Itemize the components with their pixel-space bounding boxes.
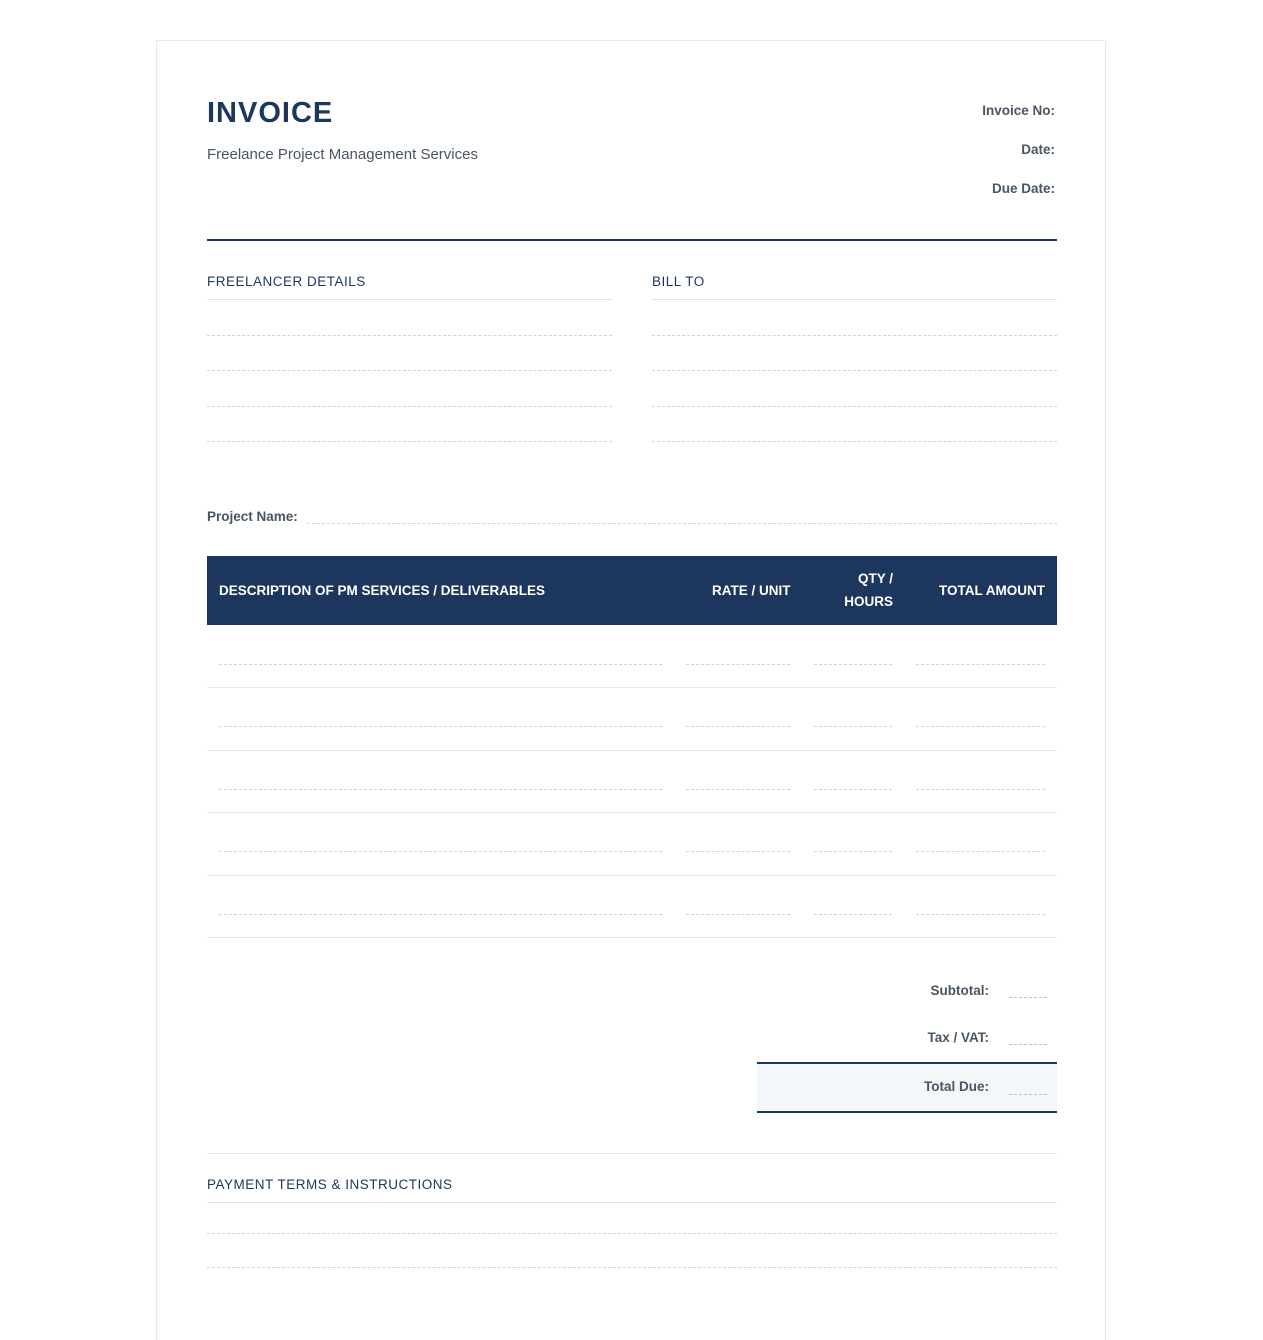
total-cell[interactable] [916, 664, 1045, 665]
freelancer-details-label: FREELANCER DETAILS [207, 274, 366, 289]
col-qty-header-line1: QTY / [857, 571, 893, 586]
bill-to-line[interactable] [652, 406, 1057, 407]
payment-terms-underline [207, 1202, 1057, 1203]
rate-cell[interactable] [686, 664, 790, 665]
rate-cell[interactable] [686, 851, 790, 852]
qty-cell[interactable] [814, 914, 892, 915]
col-total-header: TOTAL AMOUNT [939, 583, 1045, 598]
bill-to-line[interactable] [652, 370, 1057, 371]
project-name-field[interactable] [307, 523, 1057, 524]
row-divider [207, 812, 1057, 813]
invoice-sheet [156, 40, 1106, 1340]
row-divider [207, 687, 1057, 688]
col-qty-header-line2: HOURS [844, 594, 893, 609]
rate-cell[interactable] [686, 789, 790, 790]
col-description-header: DESCRIPTION OF PM SERVICES / DELIVERABLES [219, 583, 546, 598]
tax-label: Tax / VAT: [927, 1030, 989, 1045]
header-divider [207, 239, 1057, 241]
rate-cell[interactable] [686, 726, 790, 727]
qty-cell[interactable] [814, 726, 892, 727]
row-divider [207, 750, 1057, 751]
total-due-value[interactable] [1009, 1094, 1047, 1095]
col-rate-header: RATE / UNIT [712, 583, 791, 598]
payment-line[interactable] [207, 1233, 1057, 1234]
row-divider [207, 875, 1057, 876]
row-divider [207, 937, 1057, 938]
bill-to-line[interactable] [652, 441, 1057, 442]
bill-to-label: BILL TO [652, 274, 705, 289]
rate-cell[interactable] [686, 914, 790, 915]
services-table-header [207, 556, 1057, 625]
qty-cell[interactable] [814, 664, 892, 665]
description-cell[interactable] [219, 789, 662, 790]
total-due-box [757, 1062, 1057, 1113]
freelancer-line[interactable] [207, 335, 612, 336]
col-qty-header [817, 567, 893, 613]
payment-terms-label: PAYMENT TERMS & INSTRUCTIONS [207, 1177, 453, 1192]
total-cell[interactable] [916, 914, 1045, 915]
subtotal-value[interactable] [1009, 997, 1047, 998]
description-cell[interactable] [219, 664, 662, 665]
tax-value[interactable] [1009, 1044, 1047, 1045]
description-cell[interactable] [219, 726, 662, 727]
subtotal-label: Subtotal: [930, 983, 989, 998]
freelancer-line[interactable] [207, 370, 612, 371]
invoice-subtitle: Freelance Project Management Services [207, 146, 478, 163]
invoice-no-label: Invoice No: [982, 103, 1055, 118]
total-cell[interactable] [916, 726, 1045, 727]
total-cell[interactable] [916, 789, 1045, 790]
project-name-label: Project Name: [207, 509, 298, 524]
qty-cell[interactable] [814, 789, 892, 790]
qty-cell[interactable] [814, 851, 892, 852]
bill-to-underline [652, 299, 1057, 300]
due-date-label: Due Date: [991, 181, 1055, 196]
freelancer-line[interactable] [207, 441, 612, 442]
payment-top-divider [207, 1153, 1057, 1154]
freelancer-line[interactable] [207, 406, 612, 407]
payment-line[interactable] [207, 1267, 1057, 1268]
invoice-title: INVOICE [207, 97, 334, 129]
total-cell[interactable] [916, 851, 1045, 852]
date-label: Date: [1021, 142, 1055, 157]
description-cell[interactable] [219, 914, 662, 915]
total-due-label: Total Due: [924, 1079, 989, 1094]
bill-to-line[interactable] [652, 335, 1057, 336]
freelancer-details-underline [207, 299, 612, 300]
description-cell[interactable] [219, 851, 662, 852]
